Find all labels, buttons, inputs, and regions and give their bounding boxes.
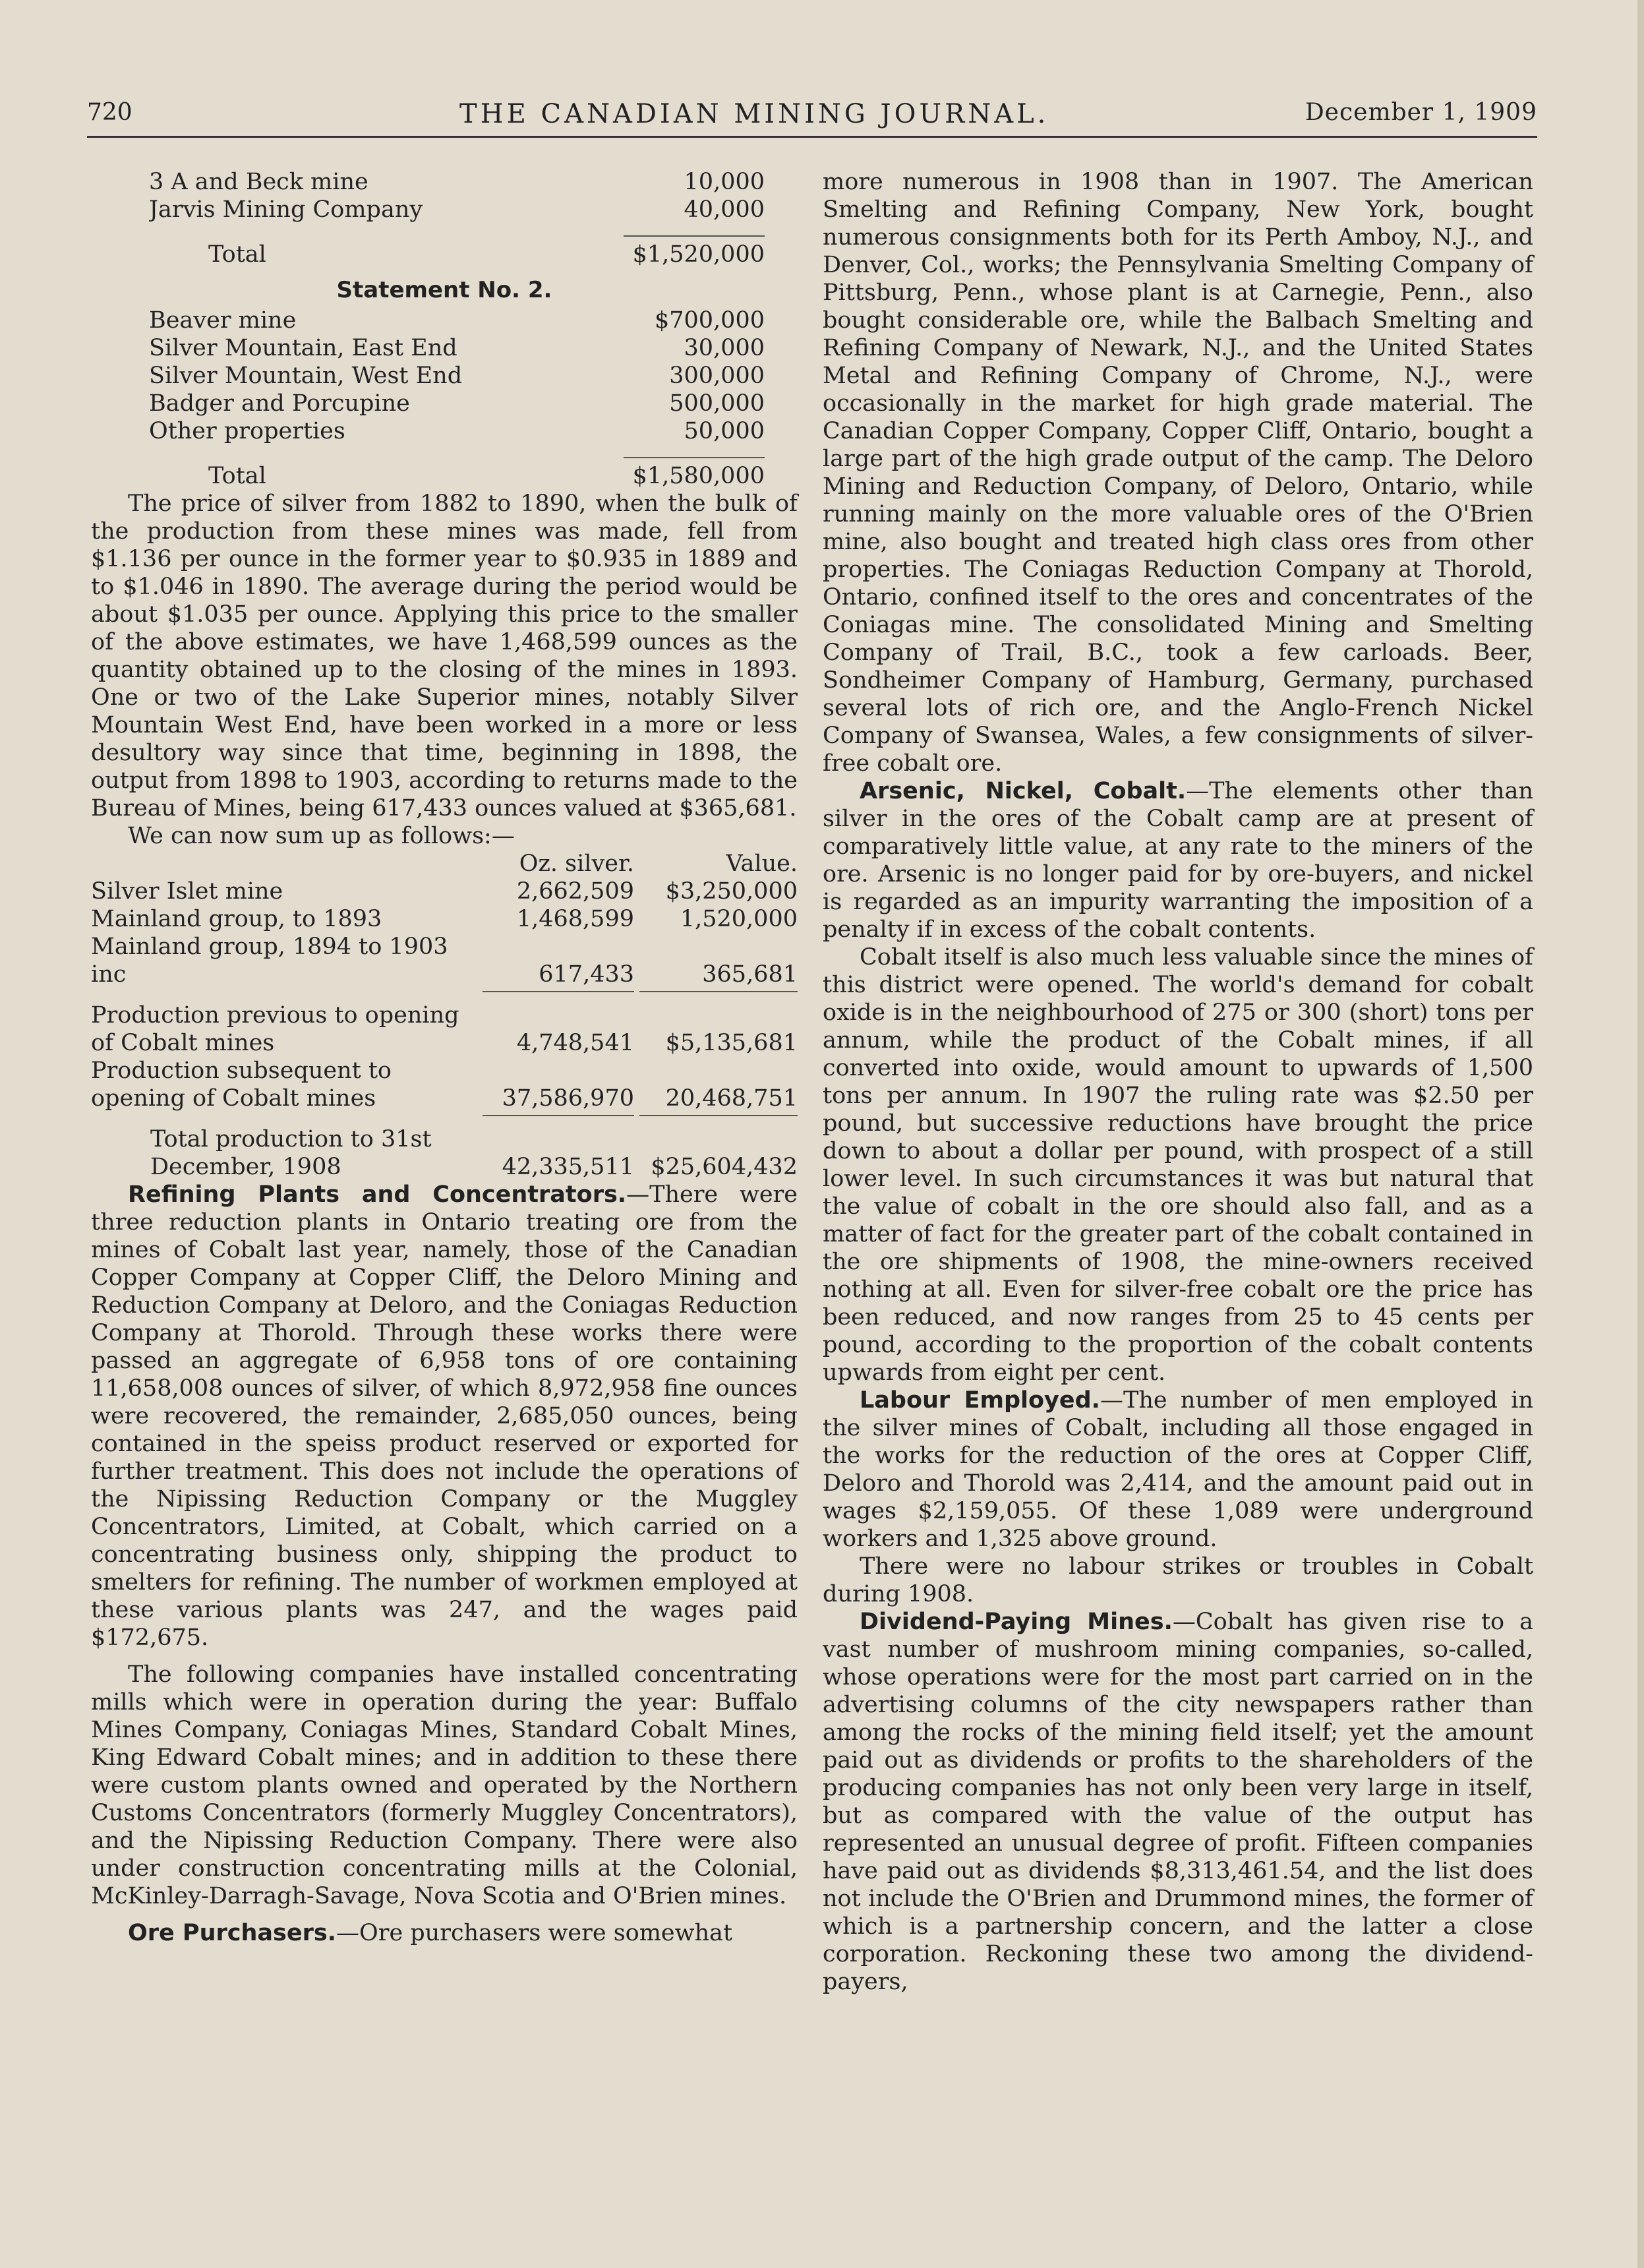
table-row: 3 A and Beck mine 10,000 [149, 169, 765, 195]
table-row-total: Total $1,520,000 [208, 241, 765, 268]
divider [624, 235, 765, 237]
page-edge [1637, 0, 1644, 2268]
table-row-total: Total $1,580,000 [208, 463, 765, 489]
header-rule [87, 136, 1537, 138]
table-row: Mainland group, 1894 to 1903 inc 617,433 365,681 [91, 934, 798, 988]
journal-title: THE CANADIAN MINING JOURNAL. [459, 99, 1049, 129]
paragraph: Ore Purchasers.—Ore purchasers were somewhat [128, 1920, 733, 1946]
table-row: Jarvis Mining Company 40,000 [149, 196, 765, 223]
paragraph: The following companies have installed concentrating mills which were in operation during the year: Buffalo Mines Company, Coniagas Mines, Standard Cobalt Mines, King Edward Cobalt mines; and in addition to these there were custom plants owned and operated by the Northern Customs Concentrators (formerly Muggley Concentrators), and the Nipissing Reduction Company. There were also under construction concentrating mills at the Colonial, McKinley-Darragh-Savage, Nova Scotia and O'Brien mines. [91, 1661, 798, 1909]
table-row: Other properties 50,000 [149, 418, 765, 444]
statement1-table [91, 168, 798, 268]
page-number: 720 [87, 99, 132, 126]
divider [483, 1115, 634, 1116]
page-header [87, 99, 1537, 138]
section-heading: Refining Plants and Concentrators. [128, 1181, 627, 1208]
table-row: Silver Mountain, East End 30,000 [149, 335, 765, 361]
table-row: Mainland group, to 1893 1,468,599 1,520,000 [91, 906, 798, 932]
summary-table [91, 850, 798, 1181]
divider [483, 991, 634, 992]
table-row: Beaver mine $700,000 [149, 307, 765, 334]
section-heading: Dividend-Paying Mines. [860, 1609, 1173, 1635]
paragraph: Arsenic, Nickel, Cobalt.—The elements other than silver in the ores of the Cobalt camp are at present of comparatively little value, at any rate to the miners of the ore. Arsenic is no longer paid for by ore-buyers, and nickel is regarded as an impurity warranting the imposition of a penalty if in excess of the cobalt contents. [823, 778, 1534, 943]
left-column [91, 168, 798, 1947]
section-heading: Labour Employed. [860, 1387, 1100, 1414]
section-heading: Arsenic, Nickel, Cobalt. [860, 778, 1187, 804]
statement2-table [91, 307, 798, 490]
paragraph: The price of silver from 1882 to 1890, when the bulk of the production from these mines was made, fell from $1.136 per ounce in the former year to $0.935 in 1889 and to $1.046 in 1890. The average during the period would be about $1.035 per ounce. Applying this price to the smaller of the above estimates, we have 1,468,599 ounces as the quantity obtained up to the closing of the mines in 1893. One or two of the Lake Superior mines, notably Silver Mountain West End, have been worked in a more or less desultory way since that time, beginning in 1898, the output from 1898 to 1903, according to returns made to the Bureau of Mines, being 617,433 ounces valued at $365,681. [91, 491, 798, 821]
right-column [823, 168, 1533, 1996]
table-row: Silver Islet mine 2,662,509 $3,250,000 [91, 878, 798, 905]
divider [639, 991, 798, 992]
divider [639, 1115, 798, 1116]
paragraph: Cobalt itself is also much less valuable since the mines of this district were opened. The world's demand for cobalt oxide is in the neighbourhood of 275 or 300 (short) tons per annum, while the product of the Cobalt mines, if all converted into oxide, would amount to upwards of 1,500 tons per annum. In 1907 the ruling rate was $2.50 per pound, but successive reductions have brought the price down to about a dollar per pound, with prospect of a still lower level. In such circumstances it was but natural that the value of cobalt in the ore should also fall, and as a matter of fact for the greater part of the cobalt contained in the ore shipments of 1908, the mine-owners received nothing at all. Even for silver-free cobalt ore the price has been reduced, and now ranges from 25 to 45 cents per pound, according to the proportion of the cobalt contents upwards from eight per cent. [823, 944, 1533, 1386]
paragraph: more numerous in 1908 than in 1907. The American Smelting and Refining Company, New York, bought numerous consignments both for its Perth Amboy, N.J., and Denver, Col., works; the Pennsylvania Smelting Company of Pittsburg, Penn., whose plant is at Carnegie, Penn., also bought considerable ore, while the Balbach Smelting and Refining Company of Newark, N.J., and the United States Metal and Refining Company of Chrome, N.J., were occasionally in the market for high grade material. The Canadian Copper Company, Copper Cliff, Ontario, bought a large part of the high grade output of the camp. The Deloro Mining and Reduction Company, of Deloro, Ontario, while running mainly on the more valuable ores of the O'Brien mine, also bought and treated high class ores from other properties. The Coniagas Reduction Company at Thorold, Ontario, confined itself to the ores and concentrates of the Coniagas mine. The consolidated Mining and Smelting Company of Trail, B.C., took a few carloads. Beer, Sondheimer Company of Hamburg, Germany, purchased several lots of rich ore, and the Anglo-French Nickel Company of Swansea, Wales, a few consignments of silver-free cobalt ore. [823, 169, 1533, 777]
table-row: Silver Mountain, West End 300,000 [149, 363, 765, 389]
paragraph: There were no labour strikes or troubles in Cobalt during 1908. [823, 1553, 1533, 1607]
table-row: Production subsequent to opening of Cobalt mines 37,586,970 20,468,751 [91, 1058, 798, 1112]
section-heading: Ore Purchasers. [128, 1920, 337, 1946]
table-row: Production previous to opening of Cobalt mines 4,748,541 $5,135,681 [91, 1002, 798, 1056]
divider [624, 457, 765, 458]
issue-date: December 1, 1909 [1305, 99, 1537, 126]
table-row-total: Total production to 31st December, 1908 42,335,511 $25,604,432 [150, 1126, 798, 1180]
summary-header: Oz. silver. Value. [519, 850, 798, 877]
paragraph: Labour Employed.—The number of men employed in the silver mines of Cobalt, including all those engaged in the works for the reduction of the ores at Copper Cliff, Deloro and Thorold was 2,414, and the amount paid out in wages $2,159,055. Of these 1,089 were underground workers and 1,325 above ground. [823, 1387, 1533, 1552]
statement2-heading: Statement No. 2. [336, 277, 552, 303]
table-row: Badger and Porcupine 500,000 [149, 390, 765, 417]
paragraph: Refining Plants and Concentrators.—There were three reduction plants in Ontario treating ore from the mines of Cobalt last year, namely, those of the Canadian Copper Company at Copper Cliff, the Deloro Mining and Reduction Company at Deloro, and the Coniagas Reduction Company at Thorold. Through these works there were passed an aggregate of 6,958 tons of ore containing 11,658,008 ounces of silver, of which 8,972,958 fine ounces were recovered, the remainder, 2,685,050 ounces, being contained in the speiss product reserved or exported for further treatment. This does not include the operations of the Nipissing Reduction Company or the Muggley Concentrators, Limited, at Cobalt, which carried on a concentrating business only, shipping the product to smelters for refining. The number of workmen employed at these various plants was 247, and the wages paid $172,675. [91, 1181, 798, 1651]
paragraph: Dividend-Paying Mines.—Cobalt has given rise to a vast number of mushroom mining companies, so-called, whose operations were for the most part carried on in the advertising columns of the city newspapers rather than among the rocks of the mining field itself; yet the amount paid out as dividends or profits to the shareholders of the producing companies has not only been very large in itself, but as compared with the value of the output has represented an unusual degree of profit. Fifteen companies have paid out as dividends $8,313,461.54, and the list does not include the O'Brien and Drummond mines, the former of which is a partnership concern, and the latter a close corporation. Reckoning these two among the dividend-payers, [823, 1609, 1534, 1995]
paragraph: We can now sum up as follows:— [128, 823, 515, 849]
